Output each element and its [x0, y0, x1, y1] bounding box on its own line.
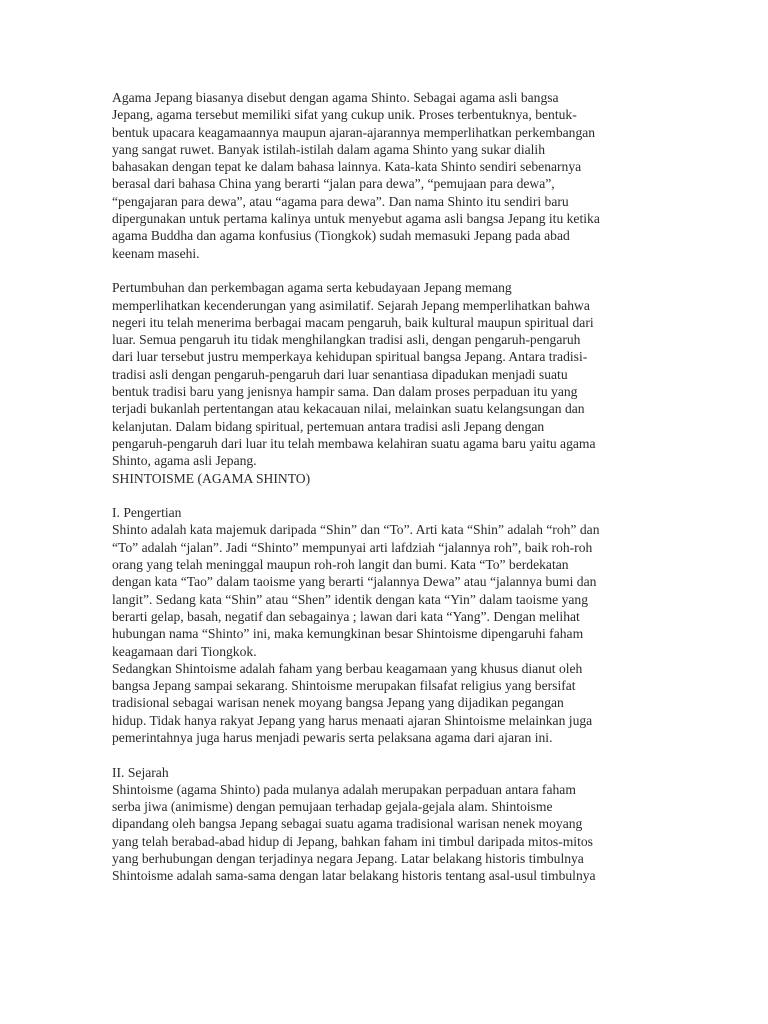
text-line: dengan kata “Tao” dalam taoisme yang berarti “jalannya Dewa” atau “jalannya bumi dan — [112, 574, 597, 590]
text-line: tradisional sebagai warisan nenek moyang bangsa Jepang yang dijadikan pegangan — [112, 695, 564, 711]
text-line: dipergunakan untuk pertama kalinya untuk menyebut agama asli bangsa Jepang itu ketika — [112, 211, 600, 227]
pengertian-paragraph-1 — [112, 521, 660, 659]
text-line: Shintoisme (agama Shinto) pada mulanya adalah merupakan perpaduan antara faham — [112, 781, 576, 797]
text-line: tradisi asli dengan pengaruh-pengaruh dari luar senantiasa dipadukan menjadi suatu — [112, 366, 568, 382]
text-line: yang sangat ruwet. Banyak istilah-istilah dalam agama Shinto yang sukar dialih — [112, 141, 546, 157]
text-line: kelanjutan. Dalam bidang spiritual, pertemuan antara tradisi asli Jepang dengan — [112, 418, 545, 434]
text-line: hidup. Tidak hanya rakyat Jepang yang harus menaati ajaran Shintoisme melainkan juga — [112, 712, 593, 728]
text-line: terjadi bukanlah pertentangan atau kekacauan nilai, melainkan suatu kelangsungan dan — [112, 401, 585, 417]
text-line: Shinto adalah kata majemuk daripada “Shin” dan “To”. Arti kata “Shin” adalah “roh” dan — [112, 522, 600, 538]
intro-paragraph — [112, 89, 660, 262]
text-line: orang yang telah meninggal maupun roh-roh langit dan bumi. Kata “To” berdekatan — [112, 557, 569, 573]
text-line: langit”. Sedang kata “Shin” atau “Shen” identik dengan kata “Yin” dalam taoisme yang — [112, 591, 588, 607]
text-line: bentuk upacara keagamaannya maupun ajaran-ajarannya memperlihatkan perkembangan — [112, 124, 596, 140]
text-line: agama Buddha dan agama konfusius (Tiongkok) sudah memasuki Jepang pada abad — [112, 228, 570, 244]
growth-paragraph — [112, 279, 660, 469]
text-line: hubungan nama “Shinto” ini, maka kemungkinan besar Shintoisme dipengaruhi faham — [112, 626, 584, 642]
text-line: dari luar tersebut justru memperkaya kehidupan spiritual bangsa Jepang. Antara tradisi- — [112, 349, 588, 365]
text-line: Jepang, agama tersebut memiliki sifat yang cukup unik. Proses terbentuknya, bentuk- — [112, 107, 577, 123]
text-line: Shintoisme adalah sama-sama dengan latar belakang historis tentang asal-usul timbulnya — [112, 868, 596, 884]
text-line: “To” adalah “jalan”. Jadi “Shinto” mempunyai arti lafdziah “jalannya roh”, baik roh-roh — [112, 539, 593, 555]
text-line: Shinto, agama asli Jepang. — [112, 453, 257, 469]
document-body — [112, 89, 660, 885]
text-line: bentuk tradisi baru yang jenisnya hampir sama. Dan dalam proses perpaduan itu yang — [112, 384, 578, 400]
text-line: bahasakan dengan tepat ke dalam bahasa lainnya. Kata-kata Shinto sendiri sebenarnya — [112, 159, 582, 175]
paragraph-gap — [112, 487, 660, 504]
text-line: dipandang oleh bangsa Jepang sebagai suatu agama tradisional warisan nenek moyang — [112, 816, 583, 832]
text-line: serba jiwa (animisme) dengan pemujaan terhadap gejala-gejala alam. Shintoisme — [112, 799, 553, 815]
paragraph-gap — [112, 746, 660, 763]
section-heading-sejarah: II. Sejarah — [112, 764, 169, 780]
text-line: memperlihatkan kecenderungan yang asimilatif. Sejarah Jepang memperlihatkan bahwa — [112, 297, 590, 313]
text-line: Sedangkan Shintoisme adalah faham yang berbau keagamaan yang khusus dianut oleh — [112, 660, 583, 676]
text-line: bangsa Jepang sampai sekarang. Shintoisme merupakan filsafat religius yang bersifat — [112, 678, 576, 694]
text-line: berarti gelap, basah, negatif dan sebagainya ; lawan dari kata “Yang”. Dengan melihat — [112, 608, 580, 624]
text-line: Agama Jepang biasanya disebut dengan agama Shinto. Sebagai agama asli bangsa — [112, 90, 559, 105]
text-line: “pengajaran para dewa”, atau “agama para dewa”. Dan nama Shinto itu sendiri baru — [112, 193, 569, 209]
pengertian-paragraph-2 — [112, 660, 660, 746]
text-line: negeri itu telah menerima berbagai macam pengaruh, baik kultural maupun spiritual dari — [112, 314, 594, 330]
text-line: Pertumbuhan dan perkembagan agama serta kebudayaan Jepang memang — [112, 280, 512, 296]
text-line: yang telah berabad-abad hidup di Jepang, bahkan faham ini timbul daripada mitos-mitos — [112, 833, 593, 849]
paragraph-gap — [112, 262, 660, 279]
main-heading: SHINTOISME (AGAMA SHINTO) — [112, 470, 311, 486]
text-line: keagamaan dari Tiongkok. — [112, 643, 257, 659]
text-line: pengaruh-pengaruh dari luar itu telah membawa kelahiran suatu agama baru yaitu agama — [112, 435, 596, 451]
section-heading-pengertian: I. Pengertian — [112, 505, 182, 521]
text-line: luar. Semua pengaruh itu tidak menghilangkan tradisi asli, dengan pengaruh-pengaruh — [112, 332, 581, 348]
text-line: yang berhubungan dengan terjadinya negara Jepang. Latar belakang historis timbulnya — [112, 851, 584, 867]
sejarah-paragraph-1 — [112, 781, 660, 885]
text-line: keenam masehi. — [112, 245, 200, 261]
text-line: berasal dari bahasa China yang berarti “jalan para dewa”, “pemujaan para dewa”, — [112, 176, 555, 192]
text-line: pemerintahnya juga harus menjadi pewaris serta pelaksana agama dari ajaran ini. — [112, 729, 553, 745]
